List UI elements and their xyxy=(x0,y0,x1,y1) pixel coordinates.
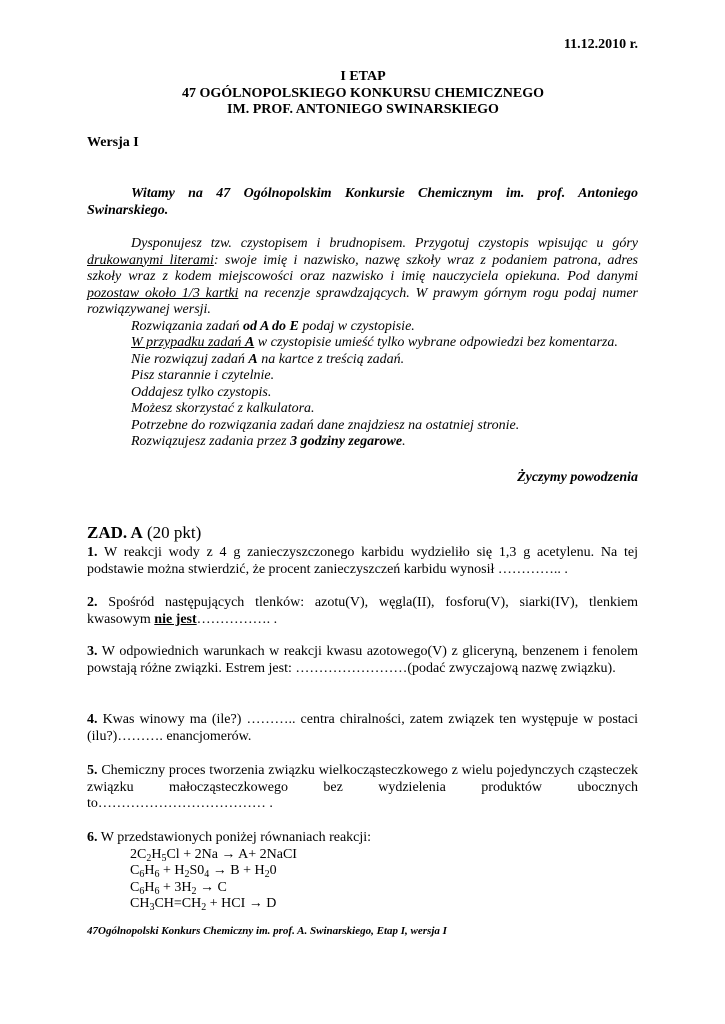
wishes-text: Życzymy powodzenia xyxy=(517,470,638,485)
equations xyxy=(87,847,638,913)
instr-line xyxy=(131,335,638,352)
question-text: W reakcji wody z 4 g zanieczyszczonego karbidu wydzieliło się 1,3 g acetylenu. Na tej podstawie można stwierdzić, że procent zanieczyszczeń karbidu wynosił ………….. . xyxy=(87,545,638,577)
question-number: 6. xyxy=(87,830,98,845)
exam-header xyxy=(88,69,638,119)
equation-2: $C_6H_6 + H_2S0_4 \to B + H_20$ xyxy=(130,863,277,880)
instr-text: : swoje imię i nazwisko, nazwę szkoły wraz z podaniem patrona, adres szkoły wraz z kodem miejscowości oraz nazwisko i imię nauczyciela opiekuna. Pod danymi xyxy=(87,252,639,284)
instr-underlined: pozostaw około 1/3 kartki xyxy=(87,285,239,301)
question-6-intro xyxy=(87,830,638,847)
question-number: 4. xyxy=(87,712,98,727)
instr-line: Potrzebne do rozwiązania zadań dane znajdziesz na ostatniej stronie. xyxy=(131,417,520,433)
instructions-paragraph xyxy=(87,236,638,319)
instr-line xyxy=(131,434,638,451)
question-number: 3. xyxy=(87,644,98,659)
question-text: W odpowiednich warunkach w reakcji kwasu azotowego(V) z gliceryną, benzenem i fenolem powstają różne związki. Estrem jest: ……………………(podać zwyczajową nazwę związku). xyxy=(87,644,638,676)
instr-bold: od A do E xyxy=(243,318,299,334)
instr-bold: A xyxy=(244,335,255,350)
task-heading xyxy=(87,525,201,542)
question-3 xyxy=(87,644,638,677)
welcome-text: Witamy na 47 Ogólnopolskim Konkursie Chemicznym im. prof. Antoniego Swinarskiego. xyxy=(87,186,638,218)
instr-text: w czystopisie umieść tylko wybrane odpowiedzi bez komentarza. xyxy=(254,335,618,350)
instr-text: Rozwiązania zadań xyxy=(131,318,244,334)
instr-line: Pisz starannie i czytelnie. xyxy=(131,368,275,383)
question-2 xyxy=(87,595,638,628)
task-title: ZAD. A xyxy=(87,523,143,542)
header-line-3: IM. PROF. ANTONIEGO SWINARSKIEGO xyxy=(227,102,499,117)
question-4 xyxy=(87,712,638,745)
question-emphasis: nie jest xyxy=(154,611,197,627)
question-number: 5. xyxy=(87,763,98,778)
footer-text: 47Ogólnopolski Konkurs Chemiczny im. prof. A. Swinarskiego, Etap I, wersja I xyxy=(87,925,447,937)
instr-line: Oddajesz tylko czystopis. xyxy=(131,384,272,400)
instr-text: na kartce z treścią zadań. xyxy=(257,351,405,367)
task-points: (20 pkt) xyxy=(146,523,202,542)
question-number: 2. xyxy=(87,595,98,610)
instr-text: Rozwiązujesz zadania przez xyxy=(131,434,291,449)
instr-line xyxy=(131,319,638,336)
instr-text: Dysponujesz tzw. czystopisem i brudnopisem. Przygotuj czystopis wpisując u góry xyxy=(131,236,638,251)
instr-underlined: drukowanymi literami xyxy=(87,252,214,268)
instr-text: Nie rozwiązuj zadań xyxy=(131,351,249,367)
question-text: W przedstawionych poniżej równaniach reakcji: xyxy=(97,830,372,845)
question-text: ……………. . xyxy=(196,611,278,627)
header-line-1: I ETAP xyxy=(340,69,386,84)
instructions xyxy=(87,236,638,451)
instructions-list xyxy=(87,319,638,451)
question-1 xyxy=(87,545,638,578)
equation-3: $C_6H_6 + 3H_2 \to C$ xyxy=(130,879,227,897)
instr-text: . xyxy=(402,434,406,449)
instr-bold: A xyxy=(248,351,258,367)
equation-4: $CH_3CH=CH_2$ + HCI → D xyxy=(130,896,277,913)
instr-line: Możesz skorzystać z kalkulatora. xyxy=(131,401,315,416)
date: 11.12.2010 r. xyxy=(563,37,638,52)
question-5 xyxy=(87,763,638,813)
equation-1: $2C_2H_5Cl + 2Na \to A+$ 2NaCI xyxy=(130,846,297,864)
header-line-2: 47 OGÓLNOPOLSKIEGO KONKURSU CHEMICZNEGO xyxy=(181,85,545,101)
instr-underlined: W przypadku zadań xyxy=(131,335,245,350)
question-text: Kwas winowy ma (ile?) ……….. centra chiralności, zatem związek ten występuje w postaci (ilu?)………. enancjomerów. xyxy=(87,712,638,744)
instr-text: na recenzje sprawdzających. W prawym górnym rogu podaj numer rozwiązywanej wersji. xyxy=(87,285,638,317)
question-text: Spośród następujących tlenków: azotu(V), węgla(II), fosforu(V), siarki(IV), tlenkiem kwasowym xyxy=(87,595,638,627)
version-label: Wersja I xyxy=(87,135,139,150)
question-6 xyxy=(87,830,638,913)
instr-text: podaj w czystopisie. xyxy=(298,318,415,334)
instr-line xyxy=(131,352,638,369)
instr-bold: 3 godziny zegarowe xyxy=(290,434,403,449)
question-text: Chemiczny proces tworzenia związku wielkocząsteczkowego z wielu pojedynczych cząsteczek związku małocząsteczkowego bez wydzielenia produktów ubocznych to……………………………… . xyxy=(87,763,638,811)
question-number: 1. xyxy=(87,545,98,560)
